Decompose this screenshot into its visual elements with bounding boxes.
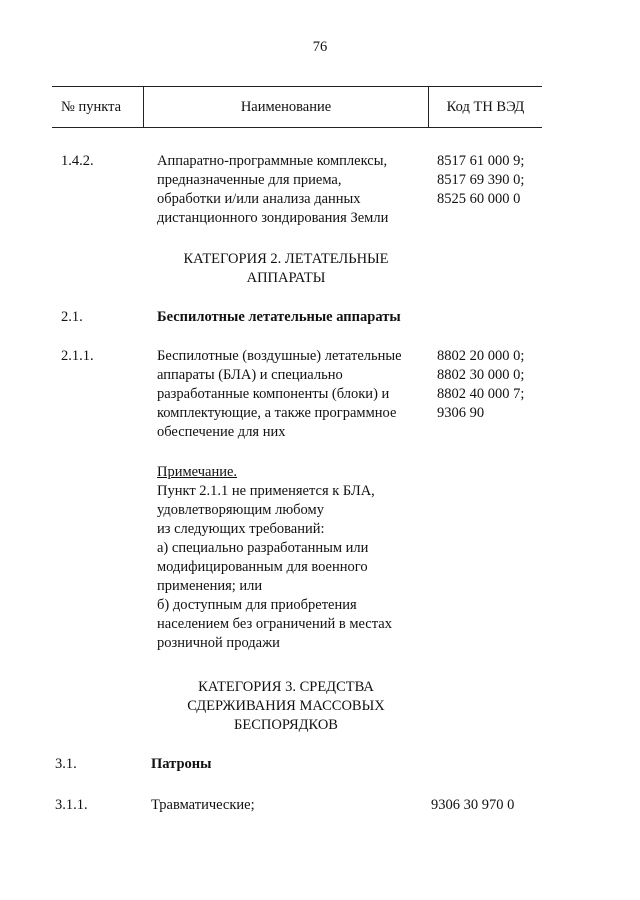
note-line: б) доступным для приобретения [157, 597, 357, 613]
item-number: 3.1.1. [55, 797, 88, 813]
item-name-line: обработки и/или анализа данных [157, 191, 361, 207]
category-heading-line: СДЕРЖИВАНИЯ МАССОВЫХ [187, 698, 385, 714]
page-number: 76 [312, 39, 328, 55]
item-code: 8517 61 000 9; [437, 153, 525, 169]
item-name-line: обеспечение для них [157, 424, 286, 440]
header-col-number: № пункта [61, 99, 122, 115]
item-name-line: комплектующие, а также программное [157, 405, 397, 421]
note-line: населением без ограничений в местах [157, 616, 392, 632]
item-code: 8517 69 390 0; [437, 172, 525, 188]
item-number: 1.4.2. [61, 153, 94, 169]
item-name: Патроны [151, 756, 212, 772]
category-heading-line: БЕСПОРЯДКОВ [234, 717, 338, 733]
item-name-line: Аппаратно-программные комплексы, [157, 153, 388, 169]
item-code: 8525 60 000 0 [437, 191, 521, 207]
item-name-line: аппараты (БЛА) и специально [157, 367, 343, 383]
header-top-border [52, 86, 542, 87]
note-line: применения; или [157, 578, 263, 594]
item-name: Беспилотные летательные аппараты [157, 309, 401, 325]
category-heading-line: АППАРАТЫ [246, 270, 326, 286]
item-name-line: дистанционного зондирования Земли [157, 210, 389, 226]
item-code: 8802 20 000 0; [437, 348, 525, 364]
header-col-code: Код ТН ВЭД [446, 99, 525, 115]
note-line: удовлетворяющим любому [157, 502, 324, 518]
item-name-line: предназначенные для приема, [157, 172, 342, 188]
item-code: 9306 30 970 0 [431, 797, 515, 813]
item-code: 8802 40 000 7; [437, 386, 525, 402]
item-number: 3.1. [55, 756, 77, 772]
item-code: 8802 30 000 0; [437, 367, 525, 383]
item-name-line: Беспилотные (воздушные) летательные [157, 348, 402, 364]
item-number: 2.1. [61, 309, 83, 325]
category-heading-line: КАТЕГОРИЯ 2. ЛЕТАТЕЛЬНЫЕ [183, 251, 389, 267]
header-col-name: Наименование [240, 99, 332, 115]
category-heading-line: КАТЕГОРИЯ 3. СРЕДСТВА [198, 679, 374, 695]
note-line: модифицированным для военного [157, 559, 368, 575]
note-line: а) специально разработанным или [157, 540, 369, 556]
item-name-line: разработанные компоненты (блоки) и [157, 386, 390, 402]
item-name: Травматические; [151, 797, 255, 813]
item-number: 2.1.1. [61, 348, 94, 364]
note-line: розничной продажи [157, 635, 280, 651]
item-code: 9306 90 [437, 405, 485, 421]
note-line: Пункт 2.1.1 не применяется к БЛА, [157, 483, 375, 499]
header-bottom-border [52, 127, 542, 128]
note-title: Примечание. [157, 464, 238, 480]
note-line: из следующих требований: [157, 521, 325, 537]
